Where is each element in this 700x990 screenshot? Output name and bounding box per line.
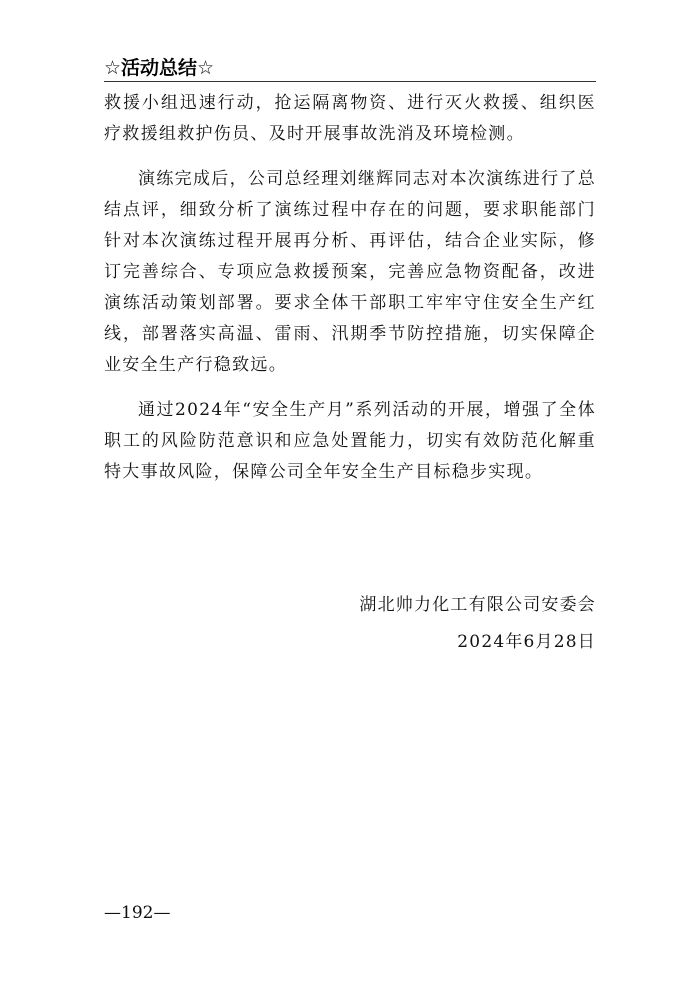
document-body	[104, 88, 596, 502]
section-title: ☆活动总结☆	[104, 57, 215, 79]
page-header	[104, 56, 596, 80]
signature-block	[320, 587, 596, 661]
signature-organization: 湖北帅力化工有限公司安委会	[359, 595, 596, 615]
paragraph-evaluation: 演练完成后，公司总经理刘继辉同志对本次演练进行了总结点评，细致分析了演练过程中存在的问题，要求职能部门针对本次演练过程开展再分析、再评估，结合企业实际，修订完善综合、专项应急救援预案，完善应急物资配备，改进演练活动策划部署。要求全体干部职工牢牢守住安全生产红线，部署落实高温、雷雨、汛期季节防控措施，切实保障企业安全生产行稳致远。	[104, 169, 596, 375]
page-number: —192—	[104, 903, 171, 923]
paragraph-conclusion: 通过2024年“安全生产月”系列活动的开展，增强了全体职工的风险防范意识和应急处置能力，切实有效防范化解重特大事故风险，保障公司全年安全生产目标稳步实现。	[104, 400, 596, 482]
header-divider	[104, 81, 596, 82]
paragraph-continued: 救援小组迅速行动，抢运隔离物资、进行灭火救援、组织医疗救援组救护伤员、及时开展事故洗消及环境检测。	[104, 93, 596, 144]
signature-date: 2024年6月28日	[457, 632, 596, 652]
